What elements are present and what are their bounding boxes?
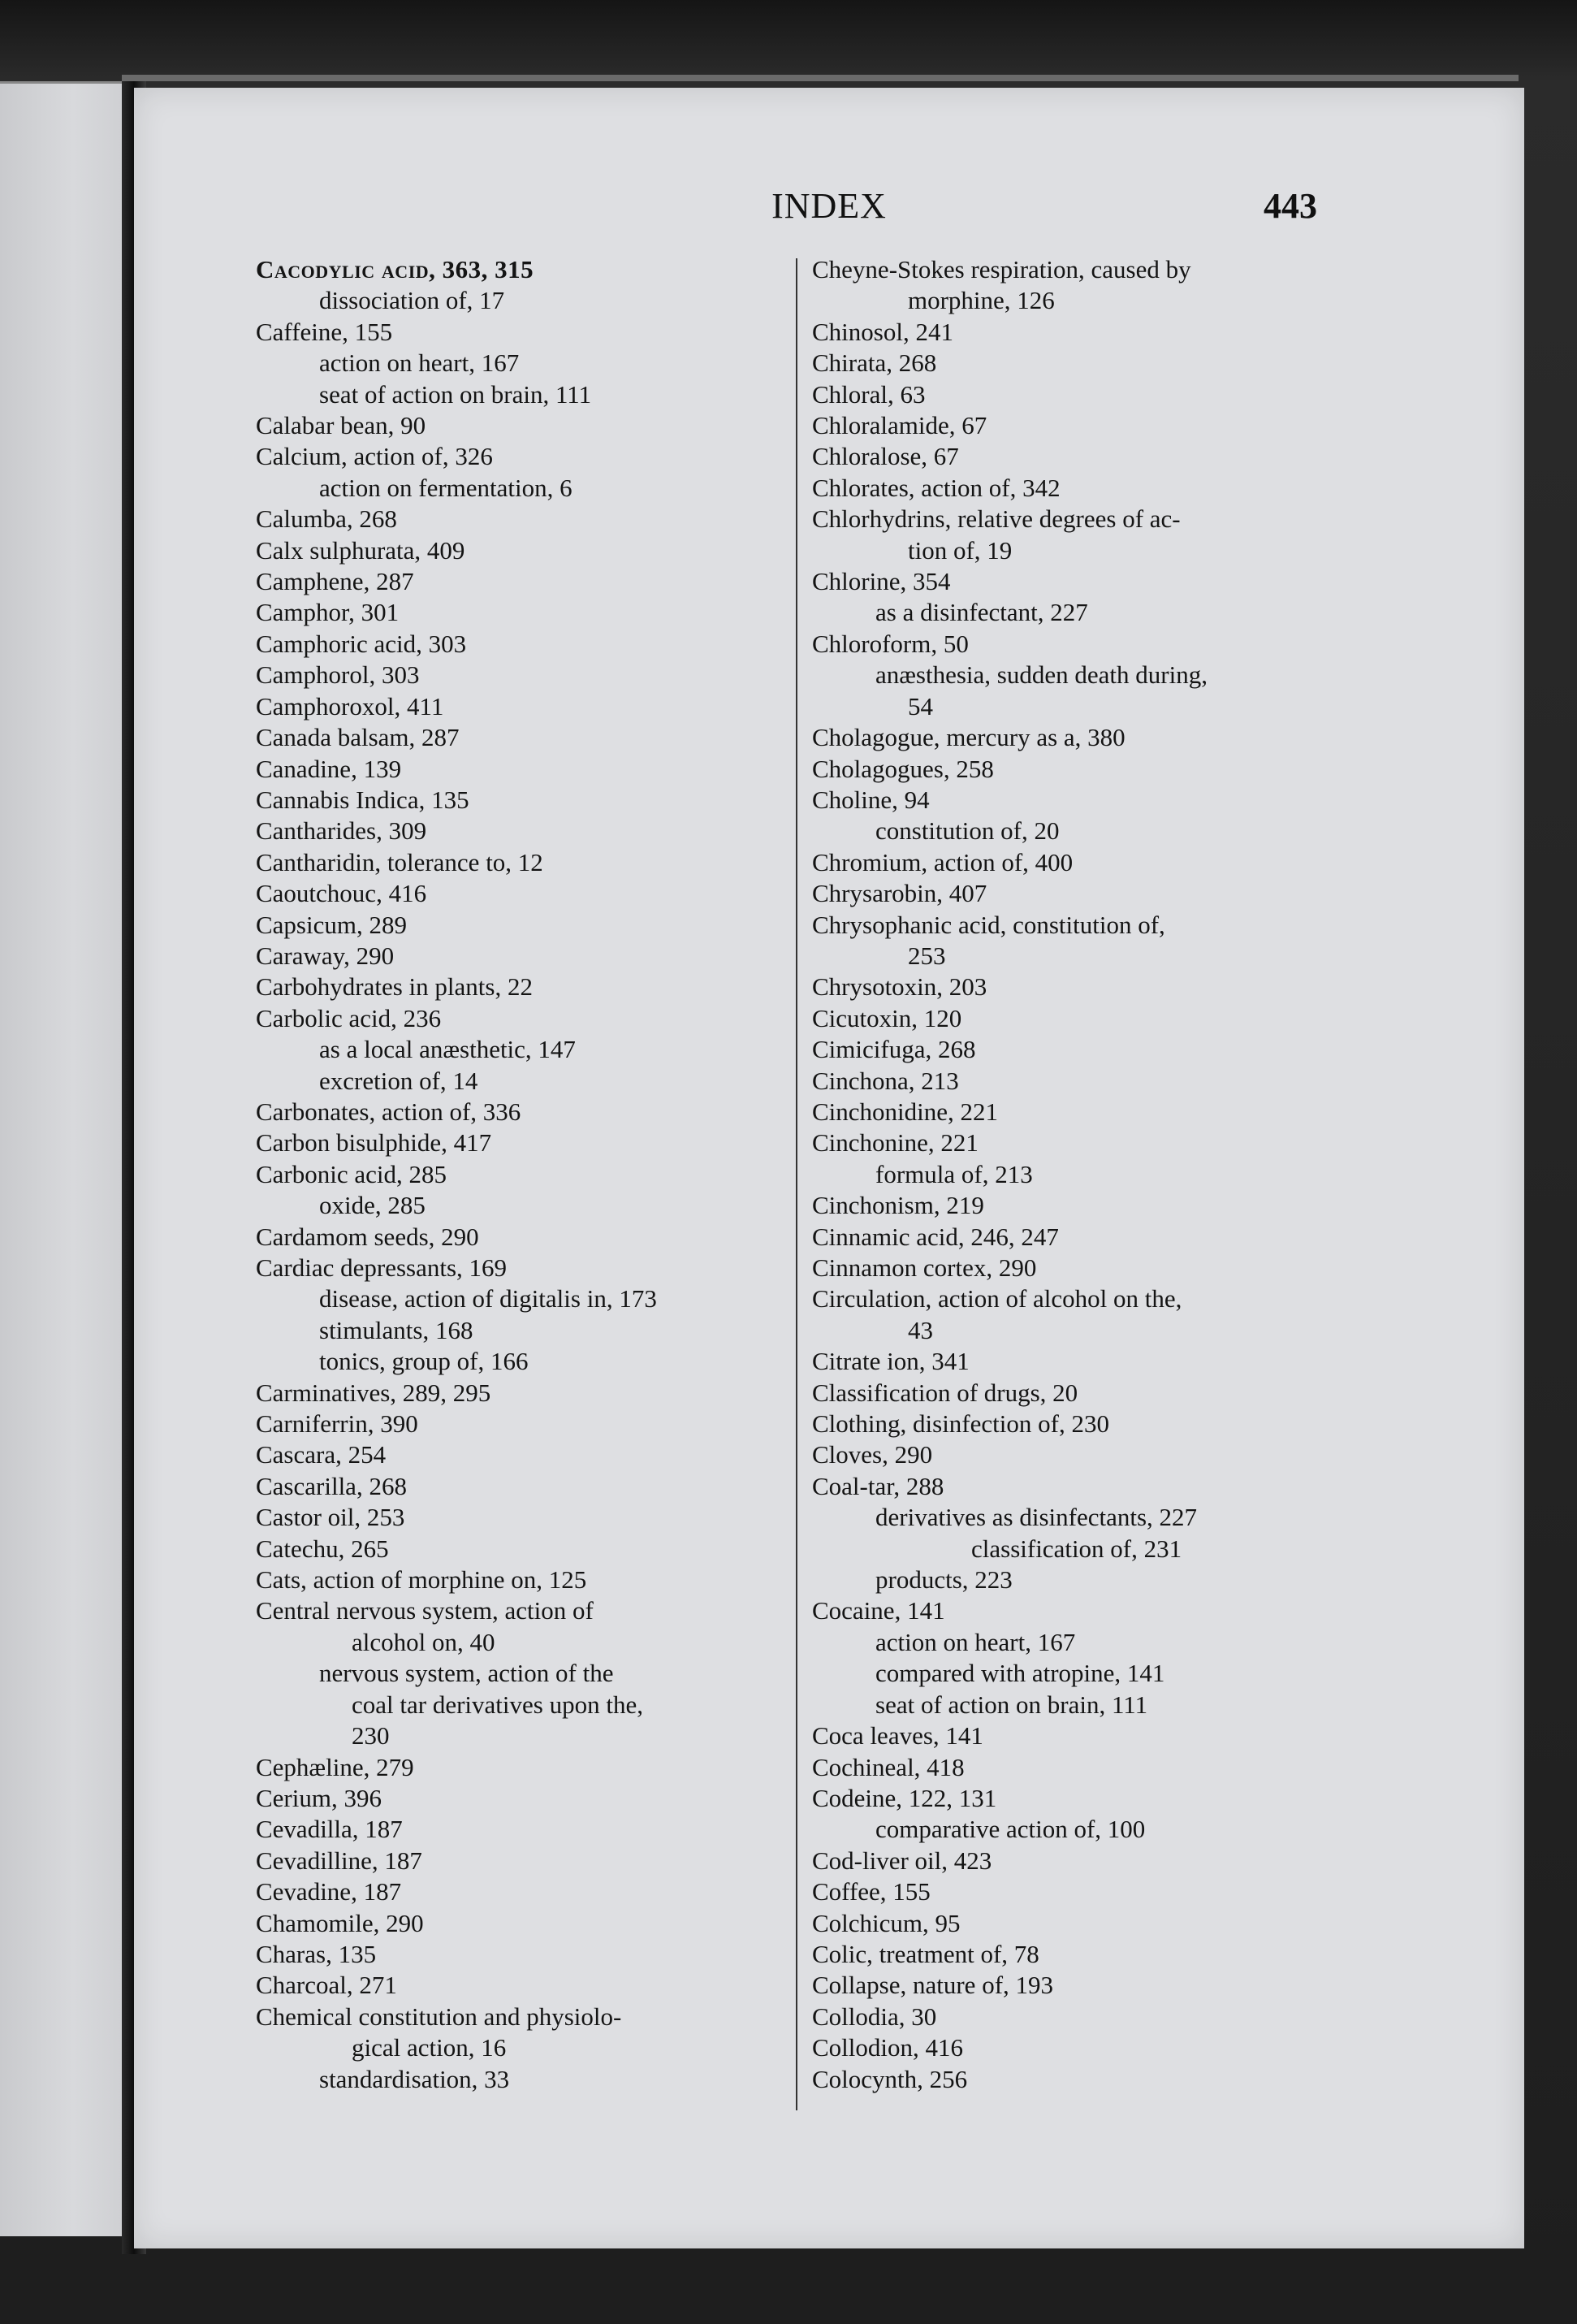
index-entry: Chrysarobin, 407: [812, 879, 987, 908]
index-subentry: seat of action on brain, 111: [319, 379, 592, 409]
index-entry: Cevadilline, 187: [256, 1846, 422, 1875]
index-subentry: anæsthesia, sudden death during,: [875, 660, 1208, 690]
index-subentry: 43: [908, 1315, 933, 1344]
index-entry: Cannabis Indica, 135: [256, 785, 469, 814]
index-subentry: disease, action of digitalis in, 173: [319, 1284, 657, 1313]
index-entry: Capsicum, 289: [256, 910, 407, 939]
index-page: [134, 88, 1524, 2248]
index-entry: Calcium, action of, 326: [256, 442, 493, 471]
index-entry: Carbon bisulphide, 417: [256, 1128, 492, 1158]
index-subentry: tion of, 19: [908, 535, 1013, 565]
index-entry: Castor oil, 253: [256, 1503, 405, 1532]
index-entry: Camphorol, 303: [256, 660, 420, 690]
index-entry: Collodion, 416: [812, 2033, 964, 2062]
index-entry: Camphoroxol, 411: [256, 691, 444, 721]
index-entry: Chemical constitution and physiolo-: [256, 2002, 622, 2031]
index-entry: Cardamom seeds, 290: [256, 1222, 479, 1251]
index-subentry: alcohol on, 40: [352, 1627, 495, 1656]
index-subentry: 230: [352, 1721, 390, 1751]
page-number: 443: [1264, 186, 1317, 226]
index-entry: Cantharidin, tolerance to, 12: [256, 847, 543, 876]
index-subentry: 54: [908, 691, 933, 721]
index-subentry: action on heart, 167: [875, 1627, 1076, 1656]
index-entry: Collapse, nature of, 193: [812, 1971, 1054, 2000]
index-entry: Cicutoxin, 120: [812, 1003, 962, 1032]
index-entry: Cerium, 396: [256, 1783, 382, 1812]
index-entry: Camphene, 287: [256, 567, 414, 596]
index-subentry: action on heart, 167: [319, 348, 520, 378]
index-column-right: [812, 254, 1397, 2095]
index-entry: Cholagogue, mercury as a, 380: [812, 723, 1126, 752]
index-entry: Chloralose, 67: [812, 442, 959, 471]
index-entry: Cinchonism, 219: [812, 1191, 984, 1220]
index-subentry: derivatives as disinfectants, 227: [875, 1503, 1198, 1532]
index-entry: Chloral, 63: [812, 379, 926, 409]
index-subentry: comparative action of, 100: [875, 1815, 1146, 1844]
index-entry: Charcoal, 271: [256, 1971, 397, 2000]
index-entry: Chrysophanic acid, constitution of,: [812, 910, 1165, 939]
index-entry: Cinchonine, 221: [812, 1128, 979, 1158]
index-subentry: seat of action on brain, 111: [875, 1690, 1148, 1719]
index-entry: Carbohydrates in plants, 22: [256, 972, 533, 1002]
index-subentry: nervous system, action of the: [319, 1659, 614, 1688]
index-entry: Canada balsam, 287: [256, 723, 460, 752]
index-entry: Carniferrin, 390: [256, 1409, 418, 1439]
index-entry: Cephæline, 279: [256, 1752, 414, 1781]
index-entry: Cats, action of morphine on, 125: [256, 1565, 587, 1595]
index-entry: Collodia, 30: [812, 2002, 937, 2031]
index-entry: Cimicifuga, 268: [812, 1035, 976, 1064]
index-entry: Calumba, 268: [256, 504, 397, 534]
index-entry: Cascarilla, 268: [256, 1471, 407, 1500]
index-entry: Cocaine, 141: [812, 1596, 945, 1625]
index-entry: Calabar bean, 90: [256, 411, 426, 440]
index-entry: Classification of drugs, 20: [812, 1378, 1078, 1407]
index-subentry: coal tar derivatives upon the,: [352, 1690, 643, 1719]
index-entry: Camphor, 301: [256, 598, 400, 627]
index-subentry: compared with atropine, 141: [875, 1659, 1165, 1688]
running-head: [134, 185, 1524, 234]
index-entry: Calx sulphurata, 409: [256, 535, 465, 565]
index-entry: Cholagogues, 258: [812, 754, 994, 783]
index-subentry: 253: [908, 941, 946, 970]
index-subentry: products, 223: [875, 1565, 1013, 1595]
page-title: INDEX: [771, 186, 887, 226]
index-entry: Colocynth, 256: [812, 2064, 968, 2093]
index-entry: Cacodylic acid, 363, 315: [256, 255, 534, 283]
index-entry: Catechu, 265: [256, 1534, 389, 1563]
index-entry: Cinnamon cortex, 290: [812, 1253, 1037, 1282]
index-entry: Cevadine, 187: [256, 1877, 402, 1906]
index-entry: Carminatives, 289, 295: [256, 1378, 491, 1407]
index-entry: Cod-liver oil, 423: [812, 1846, 992, 1875]
index-subentry: oxide, 285: [319, 1191, 426, 1220]
index-entry: Coal-tar, 288: [812, 1471, 944, 1500]
index-entry: Chlorhydrins, relative degrees of ac-: [812, 504, 1181, 534]
column-divider: [796, 258, 797, 2110]
index-entry: Chamomile, 290: [256, 1908, 424, 1937]
index-subentry: dissociation of, 17: [319, 286, 505, 315]
index-entry: Colchicum, 95: [812, 1908, 961, 1937]
index-entry: Charas, 135: [256, 1939, 377, 1968]
index-entry: Caffeine, 155: [256, 317, 393, 346]
index-subentry: as a local anæsthetic, 147: [319, 1035, 576, 1064]
index-entry: Cascara, 254: [256, 1440, 387, 1469]
index-entry: Clothing, disinfection of, 230: [812, 1409, 1109, 1439]
index-entry: Chlorine, 354: [812, 567, 951, 596]
index-entry: Carbolic acid, 236: [256, 1003, 442, 1032]
index-entry: Citrate ion, 341: [812, 1347, 970, 1376]
index-entry: Carbonic acid, 285: [256, 1159, 447, 1188]
index-subentry: formula of, 213: [875, 1159, 1033, 1188]
index-subentry: gical action, 16: [352, 2033, 507, 2062]
index-subentry: constitution of, 20: [875, 816, 1060, 846]
index-entry: Cloves, 290: [812, 1440, 933, 1469]
index-entry: Cevadilla, 187: [256, 1815, 403, 1844]
index-entry: Chrysotoxin, 203: [812, 972, 987, 1002]
index-subentry: morphine, 126: [908, 286, 1055, 315]
index-subentry: as a disinfectant, 227: [875, 598, 1088, 627]
index-entry: Cantharides, 309: [256, 816, 427, 846]
index-entry: Cinnamic acid, 246, 247: [812, 1222, 1059, 1251]
index-entry: Codeine, 122, 131: [812, 1783, 997, 1812]
index-entry: Central nervous system, action of: [256, 1596, 594, 1625]
index-entry: Chlorates, action of, 342: [812, 473, 1061, 502]
index-entry: Chinosol, 241: [812, 317, 953, 346]
index-subentry: tonics, group of, 166: [319, 1347, 529, 1376]
index-entry: Cochineal, 418: [812, 1752, 965, 1781]
index-entry: Cinchona, 213: [812, 1066, 959, 1095]
facing-page-edge: [0, 81, 122, 2236]
index-subentry: classification of, 231: [971, 1534, 1182, 1563]
index-subentry: excretion of, 14: [319, 1066, 478, 1095]
index-entry: Canadine, 139: [256, 754, 402, 783]
index-subentry: standardisation, 33: [319, 2064, 510, 2093]
index-entry: Choline, 94: [812, 785, 930, 814]
index-entry: Camphoric acid, 303: [256, 629, 467, 658]
index-entry: Cheyne-Stokes respiration, caused by: [812, 255, 1191, 283]
index-entry: Carbonates, action of, 336: [256, 1097, 521, 1126]
index-entry: Coca leaves, 141: [812, 1721, 983, 1751]
index-entry: Caraway, 290: [256, 941, 395, 970]
index-entry: Caoutchouc, 416: [256, 879, 427, 908]
index-subentry: stimulants, 168: [319, 1315, 473, 1344]
index-entry: Chromium, action of, 400: [812, 847, 1074, 876]
page-top-edge: [122, 75, 1519, 81]
index-entry: Cinchonidine, 221: [812, 1097, 999, 1126]
index-entry: Cardiac depressants, 169: [256, 1253, 508, 1282]
index-entry: Chloralamide, 67: [812, 411, 987, 440]
index-entry: Chloroform, 50: [812, 629, 969, 658]
index-entry: Colic, treatment of, 78: [812, 1939, 1039, 1968]
index-entry: Chirata, 268: [812, 348, 937, 378]
index-column-left: [256, 254, 784, 2095]
index-entry: Coffee, 155: [812, 1877, 931, 1906]
index-subentry: action on fermentation, 6: [319, 473, 572, 502]
index-entry: Circulation, action of alcohol on the,: [812, 1284, 1182, 1313]
